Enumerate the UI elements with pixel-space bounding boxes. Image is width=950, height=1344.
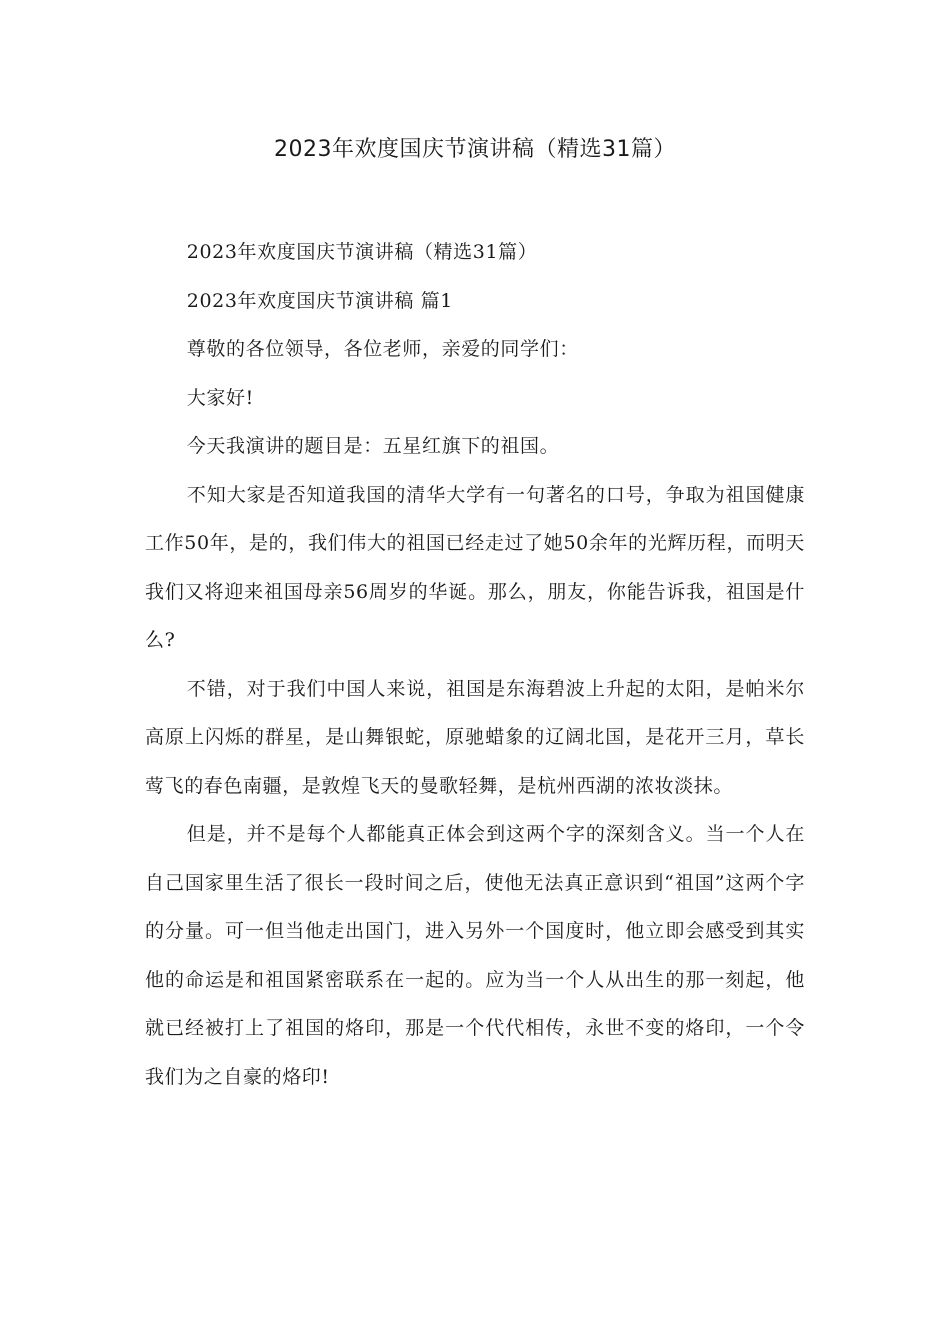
paragraph-body-3: 但是，并不是每个人都能真正体会到这两个字的深刻含义。当一个人在自己国家里生活了很长一段时间之后，使他无法真正意识到“祖国”这两个字的分量。可一但当他走出国门，进入另外一个国度时，他立即会感受到其实他的命运是和祖国紧密联系在一起的。应为当一个人从出生的那一刻起，他就已经被打上了祖国的烙印，那是一个代代相传，永世不变的烙印，一个令我们为之自豪的烙印!	[145, 823, 805, 1088]
document-title: 2023年欢度国庆节演讲稿（精选31篇）	[274, 137, 676, 162]
paragraph-greeting: 大家好!	[186, 386, 254, 409]
paragraph-body-1: 不知大家是否知道我国的清华大学有一句著名的口号，争取为祖国健康工作50年，是的，我们伟大的祖国已经走过了她50余年的光辉历程，而明天我们又将迎来祖国母亲56周岁的华诞。那么，朋友，你能告诉我，祖国是什么?	[145, 483, 805, 651]
paragraph-body-2: 不错，对于我们中国人来说，祖国是东海碧波上升起的太阳，是帕米尔高原上闪烁的群星，是山舞银蛇，原驰蜡象的辽阔北国，是花开三月，草长莺飞的春色南疆，是敦煌飞天的曼歌轻舞，是杭州西湖的浓妆淡抹。	[145, 677, 805, 797]
paragraph-section-heading: 2023年欢度国庆节演讲稿 篇1	[186, 289, 453, 312]
paragraph-subtitle: 2023年欢度国庆节演讲稿（精选31篇）	[186, 241, 538, 263]
paragraph-topic: 今天我演讲的题目是：五星红旗下的祖国。	[186, 435, 560, 457]
document-body	[145, 228, 805, 1101]
paragraph-salutation: 尊敬的各位领导，各位老师，亲爱的同学们：	[186, 338, 579, 360]
